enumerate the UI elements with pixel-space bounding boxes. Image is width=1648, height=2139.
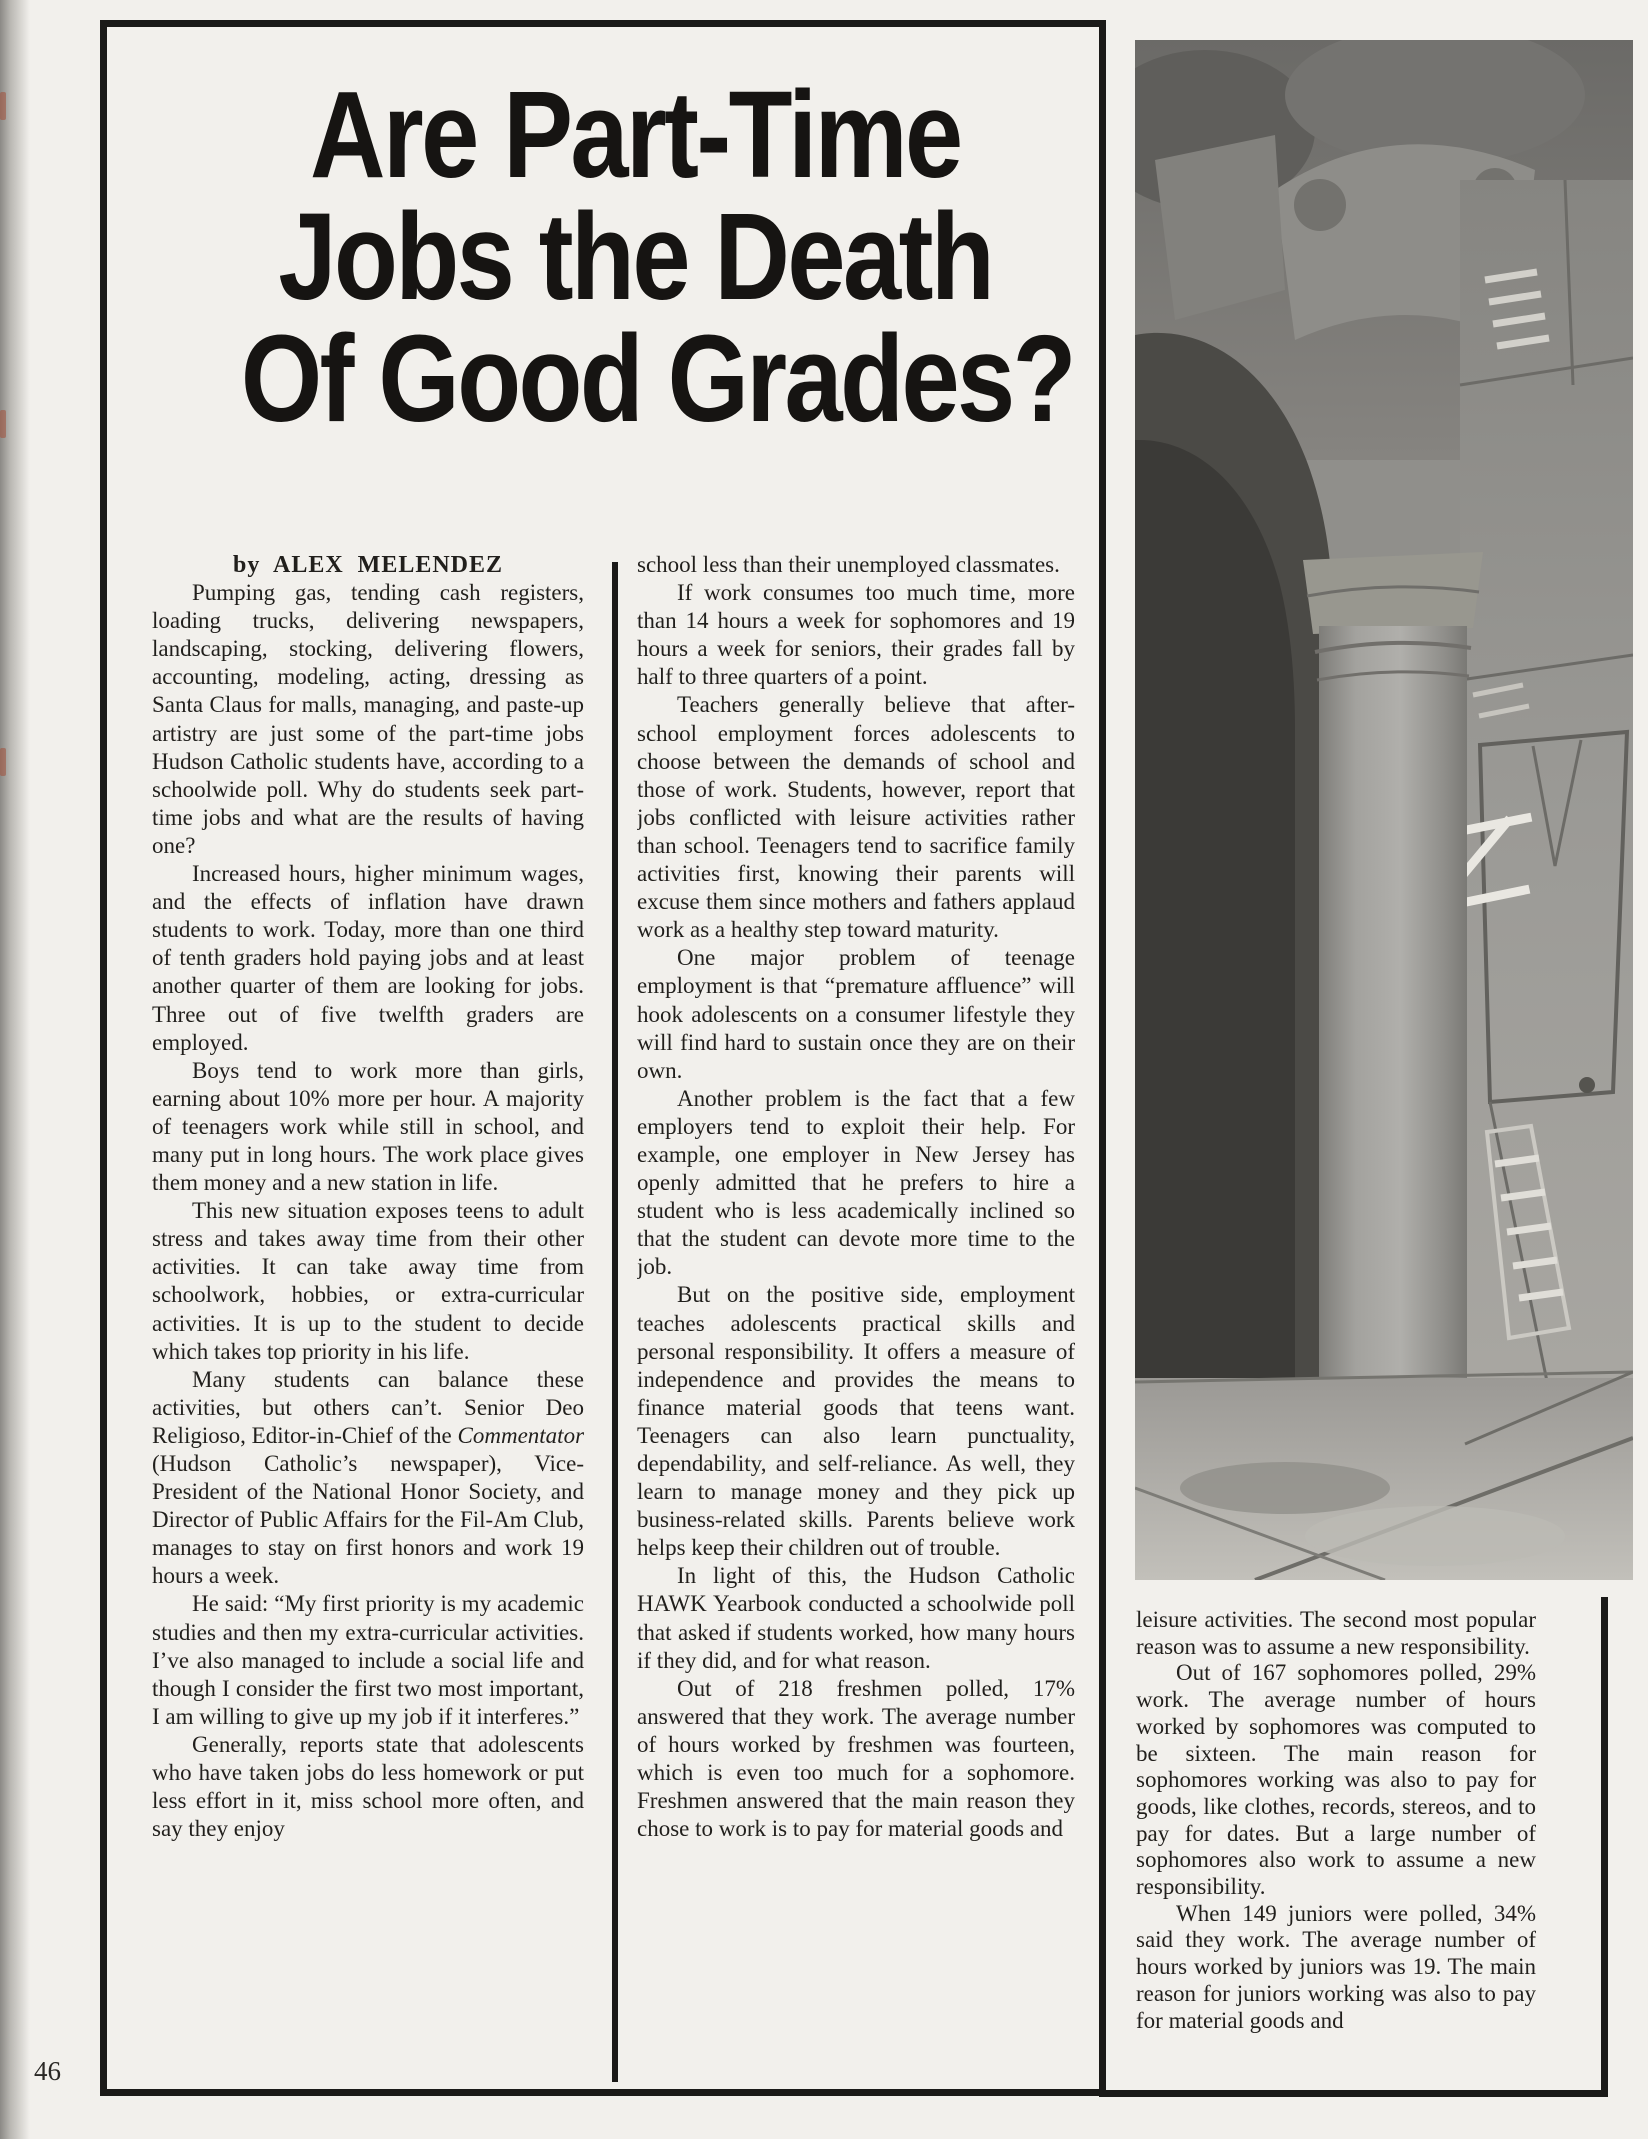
paragraph: school less than their unemployed classmates. [637,552,1060,577]
italic-publication-title: Commentator [457,1422,584,1448]
article-column-3 [1136,1607,1536,2079]
stone-columns-photo-art [1135,40,1633,1580]
article-column-2 [637,551,1075,2091]
column-divider [612,562,618,2082]
paragraph: Out of 167 sophomores polled, 29% work. The average number of hours worked by sophomores was computed to be sixteen. The main reason for sophomores working was also to pay for goods, like clothes, records, stereos, and to pay for dates. But a large number of sophomores also work to assume a new responsibility. [1136,1660,1536,1900]
byline: by ALEX MELENDEZ [232,552,504,578]
paragraph-text: (Hudson Catholic’s newspaper), Vice-President of the National Honor Society, and Director of Public Affairs for the Fil-Am Club, manages to stay on first honors and work 19 hours a week. [152,1451,584,1589]
headline-line-3: Of Good Grades? [240,311,1074,448]
paragraph: Increased hours, higher minimum wages, and the effects of inflation have drawn students to work. Today, more than one third of tenth graders hold paying jobs and at least another quarter of them are looking for jobs. Three out of five twelfth graders are employed. [152,861,584,1055]
scan-edge-shadow [0,0,30,2139]
scan-edge-mark [0,410,6,438]
paragraph: Pumping gas, tending cash registers, loading trucks, delivering newspapers, landscaping, stocking, delivering flowers, accounting, modeling, acting, dressing as Santa Claus for malls, managing, and paste-up artistry are just some of the part-time jobs Hudson Catholic students have, according to a schoolwide poll. Why do students seek part-time jobs and what are the results of having one? [152,580,584,858]
paragraph: Another problem is the fact that a few employers tend to exploit their help. For example, one employer in New Jersey has openly admitted that he prefers to hire a student who is less academically inclined so that the student can devote more time to the job. [637,1085,1075,1280]
paragraph: But on the positive side, employment teaches adolescents practical skills and personal responsibility. It offers a measure of independence and provides the means to finance material goods that teens want. Teenagers can also learn punctuality, dependability, and self-reliance. As well, they learn to manage money and they pick up business-related skills. Parents believe work helps keep their children out of trouble. [637,1282,1075,1561]
sidebar-frame [1099,1597,1608,2097]
paragraph: Out of 218 freshmen polled, 17% answered that they work. The average number of hours worked by freshmen was fourteen, which is even too much for a sophomore. Freshmen answered that the main reason they chose to work is to pay for material goods and [637,1675,1075,1842]
paragraph: In light of this, the Hudson Catholic HAWK Yearbook conducted a schoolwide poll that asked if students worked, how many hours if they did, and for what reason. [637,1563,1075,1673]
stone-columns-photo [1135,40,1633,1580]
paragraph: This new situation exposes teens to adult stress and takes away time from their other activities. It can take away time from schoolwork, hobbies, or extra-curricular activities. It is up to the student to decide which takes top priority in his life. [152,1198,584,1364]
headline-line-1: Are Part-Time [310,67,961,204]
paragraph: He said: “My first priority is my academic studies and then my extra-curricular activities. I’ve also managed to include a social life and though I consider the first two most important, I am willing to give up my job if it interferes.” [152,1591,584,1729]
paragraph: Boys tend to work more than girls, earning about 10% more per hour. A majority of teenagers work while still in school, and many put in long hours. The work place gives them money and a new station in life. [152,1057,584,1196]
paragraph: leisure activities. The second most popular reason was to assume a new responsibility. [1136,1607,1536,1659]
headline-line-2: Jobs the Death [278,189,993,326]
article-frame [100,20,1106,2096]
page-number: 46 [34,2056,61,2086]
paragraph: One major problem of teenage employment is that “premature affluence” will hook adolescents on a consumer lifestyle they will find hard to sustain once they are on their own. [637,945,1075,1083]
paragraph: Teachers generally believe that after-school employment forces adolescents to choose between the demands of school and those of work. Students, however, report that jobs conflicted with leisure activities rather than school. Teenagers tend to sacrifice family activities first, knowing their parents will excuse them since mothers and fathers applaud work as a healthy step toward maturity. [637,692,1075,943]
paragraph: When 149 juniors were polled, 34% said they work. The average number of hours worked by juniors was 19. The main reason for juniors working was also to pay for material goods and [1136,1900,1536,2033]
article-headline [187,67,1074,448]
paragraph [152,1366,584,1591]
scan-edge-mark [0,748,6,776]
paragraph: If work consumes too much time, more than 14 hours a week for sophomores and 19 hours a week for seniors, their grades fall by half to three quarters of a point. [637,580,1075,690]
scan-edge-mark [0,92,6,120]
paragraph-text: Many students can balance these activities, but others can’t. Senior Deo Religioso, Editor-in-Chief of the [152,1366,584,1448]
article-column-1 [152,551,584,2091]
paragraph: Generally, reports state that adolescents who have taken jobs do less homework or put less effort in it, miss school more often, and say they enjoy [152,1731,584,1842]
